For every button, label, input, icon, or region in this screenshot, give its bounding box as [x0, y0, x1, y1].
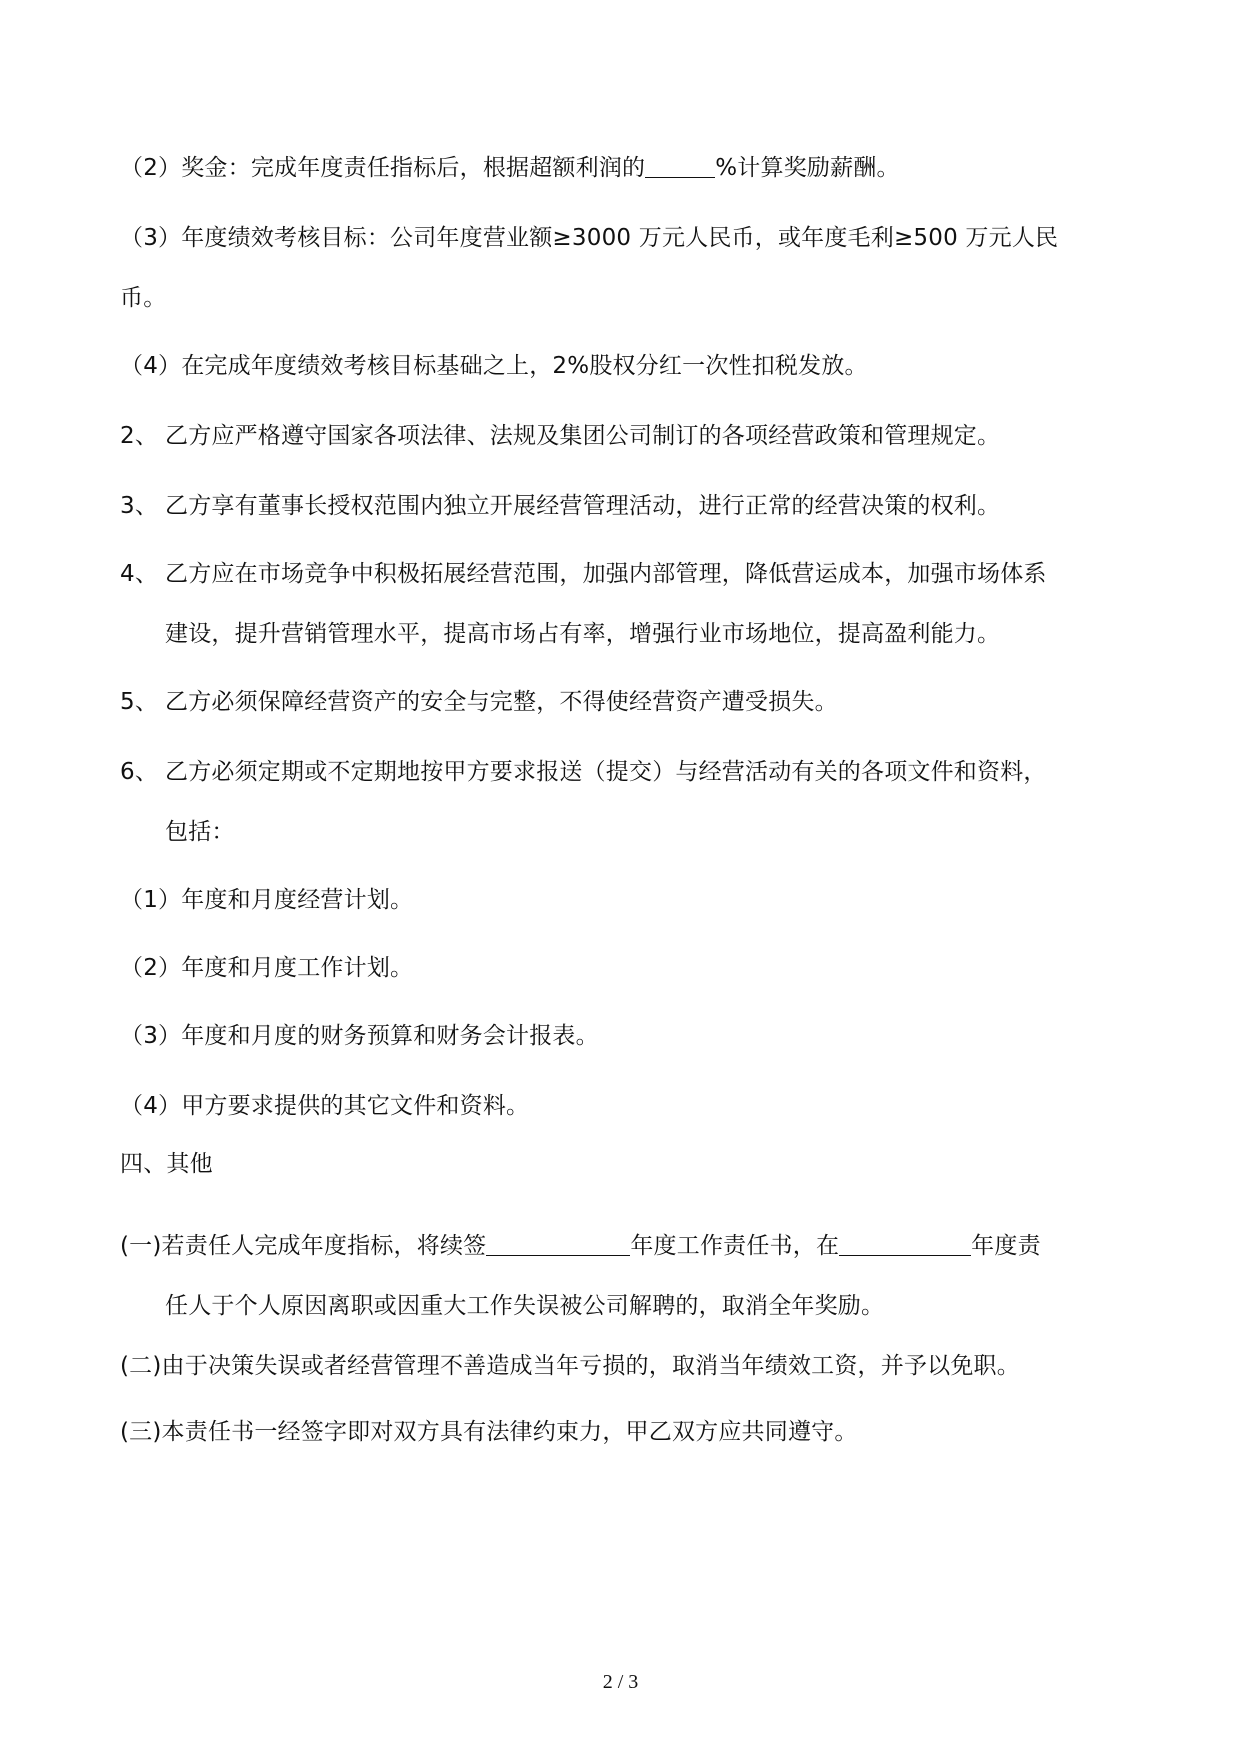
clause-3 [120, 490, 1000, 522]
clause-4-continuation: 建设，提升营销管理水平，提高市场占有率，增强行业市场地位，提高盈利能力。 [165, 621, 1001, 647]
clause-2 [120, 420, 1000, 452]
clause-5 [120, 686, 838, 718]
performance-target-line: （3）年度绩效考核目标：公司年度营业额≥3000 万元人民币，或年度毛利≥500 万元人民 [120, 225, 1059, 251]
clause-text: 乙方必须保障经营资产的安全与完整，不得使经营资产遭受损失。 [165, 689, 838, 715]
bonus-percent-blank [645, 155, 715, 178]
clause-6 [120, 756, 1047, 788]
renewal-text-end: 年度责 [971, 1233, 1041, 1259]
equity-dividend-line: （4）在完成年度绩效考核目标基础之上，2%股权分红一次性扣税发放。 [120, 353, 868, 379]
doc-list-item-4: （4）甲方要求提供的其它文件和资料。 [120, 1093, 530, 1119]
other-clause-3: (三)本责任书一经签字即对双方具有法律约束力，甲乙双方应共同遵守。 [120, 1419, 858, 1445]
clause-text: 乙方应在市场竞争中积极拓展经营范围，加强内部管理，降低营运成本，加强市场体系 [165, 561, 1047, 587]
clause-text: 乙方必须定期或不定期地按甲方要求报送（提交）与经营活动有关的各项文件和资料， [165, 759, 1047, 785]
doc-list-item-1: （1）年度和月度经营计划。 [120, 887, 414, 913]
clause-number: 5、 [120, 689, 159, 715]
responsibility-year-blank [839, 1233, 971, 1256]
clause-text: 乙方应严格遵守国家各项法律、法规及集团公司制订的各项经营政策和管理规定。 [165, 423, 1001, 449]
bonus-line [120, 152, 900, 184]
renewal-text-start: (一)若责任人完成年度指标，将续签 [120, 1233, 487, 1259]
clause-text: 乙方享有董事长授权范围内独立开展经营管理活动，进行正常的经营决策的权利。 [165, 493, 1001, 519]
clause-number: 3、 [120, 493, 159, 519]
section-heading-other: 四、其他 [120, 1151, 213, 1177]
clause-6-continuation: 包括： [165, 819, 235, 845]
page-number: 2 / 3 [602, 1671, 639, 1693]
doc-list-item-2: （2）年度和月度工作计划。 [120, 955, 414, 981]
clause-4 [120, 558, 1047, 590]
other-clause-1-continuation: 任人于个人原因离职或因重大工作失误被公司解聘的，取消全年奖励。 [165, 1293, 885, 1319]
bonus-text-start: （2）奖金：完成年度责任指标后，根据超额利润的 [120, 155, 646, 181]
doc-list-item-3: （3）年度和月度的财务预算和财务会计报表。 [120, 1023, 599, 1049]
other-clause-2: (二)由于决策失误或者经营管理不善造成当年亏损的，取消当年绩效工资，并予以免职。 [120, 1353, 1020, 1379]
clause-number: 4、 [120, 561, 159, 587]
renewal-text-middle: 年度工作责任书，在 [630, 1233, 840, 1259]
bonus-text-end: %计算奖励薪酬。 [715, 155, 900, 181]
renewal-year-blank [486, 1233, 630, 1256]
clause-number: 2、 [120, 423, 159, 449]
clause-number: 6、 [120, 759, 159, 785]
other-clause-1 [120, 1230, 1041, 1262]
performance-target-continuation: 币。 [120, 285, 167, 311]
